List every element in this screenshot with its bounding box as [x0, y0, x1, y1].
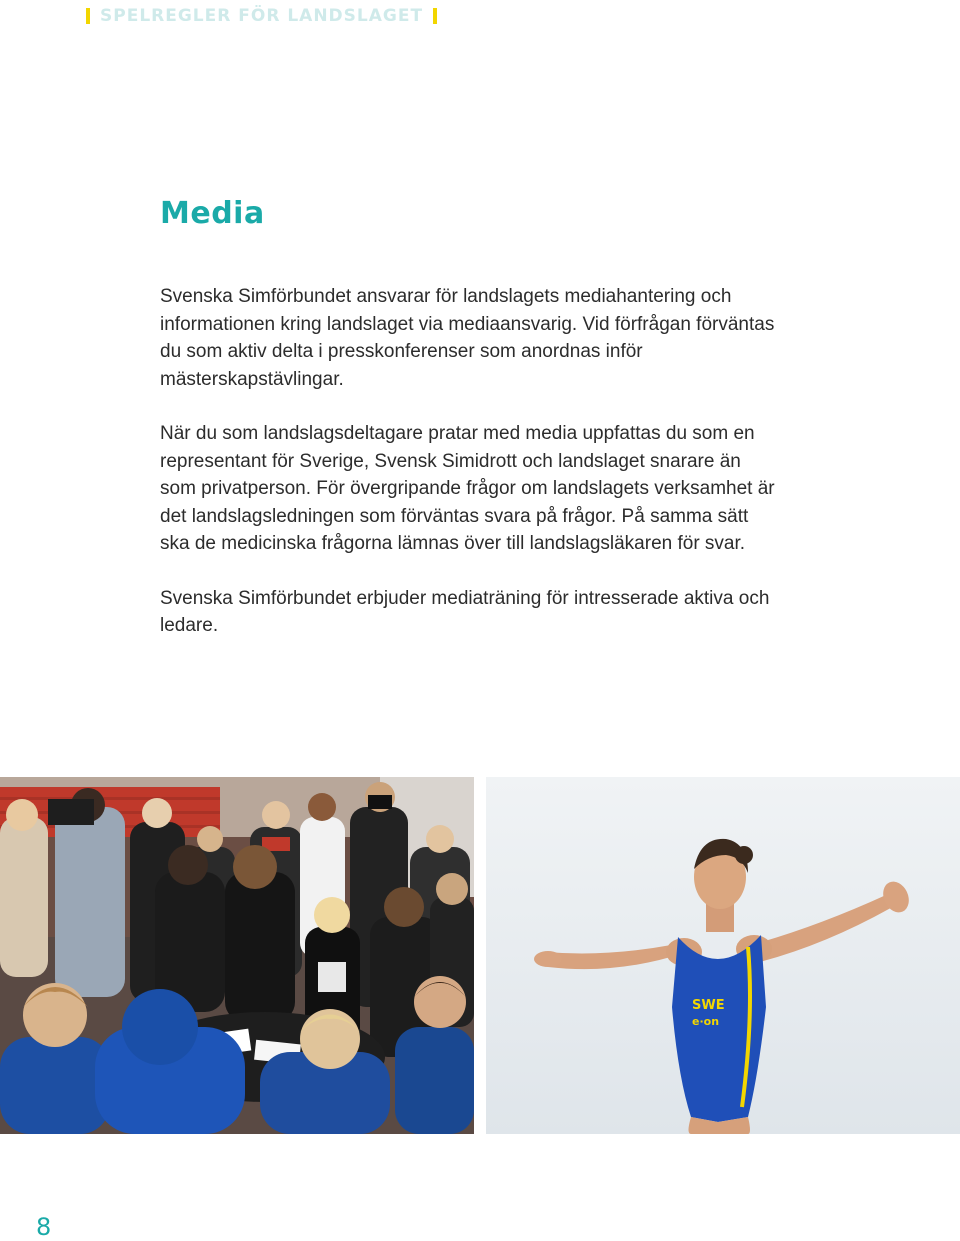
header-bar-right — [433, 8, 437, 24]
photo-press-crowd — [0, 777, 474, 1134]
running-header — [86, 5, 437, 27]
section-title: Media — [160, 196, 265, 231]
header-title: SPELREGLER FÖR LANDSLAGET — [100, 6, 424, 26]
photo-swimmer — [486, 777, 960, 1134]
paragraph-2: När du som landslagsdeltagare pratar med media uppfattas du som en representant för Sverige, Svensk Simidrott och landslaget snarare än som privatperson. För övergripande frågor om landslagets verksamhet är det landslagsledningen som förväntas svara på frågor. På samma sätt ska de medicinska frågorna lämnas över till landslagsläkaren för svar. — [160, 423, 775, 554]
swimmer-illustration — [486, 777, 960, 1134]
paragraph-1: Svenska Simförbundet ansvarar för landslagets mediahantering och informationen kring landslaget via mediaansvarig. Vid förfrågan förväntas du som aktiv delta i presskonferenser som anordnas inför mästerskapstävlingar. — [160, 286, 775, 390]
suit-text-line1: SWE — [692, 998, 725, 1013]
body-text — [160, 283, 780, 667]
crowd-illustration — [0, 777, 474, 1134]
header-bar-left — [86, 8, 90, 24]
suit-text-line2: e·on — [692, 1015, 720, 1028]
paragraph-3: Svenska Simförbundet erbjuder mediaträning för intresserade aktiva och ledare. — [160, 587, 770, 636]
page-number: 8 — [36, 1213, 52, 1241]
